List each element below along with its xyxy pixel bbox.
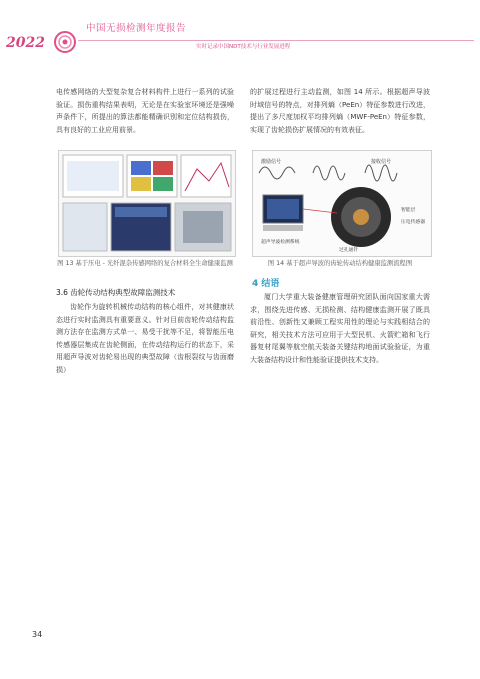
page-header (0, 0, 480, 58)
page-number: 34 (32, 630, 43, 639)
report-year: 2022 (6, 35, 45, 51)
report-title: 中国无损检测年度报告 (86, 23, 187, 34)
figure-13-image (59, 151, 235, 256)
figure-14-image (253, 151, 431, 256)
left-para-2: 齿轮作为旋转机械传动结构的核心组件，对其健康状态进行实时监测具有重要意义。针对目前齿轮传动结构监测方法存在监测方式单一、易受干扰等不足，将智能压电传感器层集成在齿轮侧面，在传动结构运行的状态下，采用超声导波对齿轮易出现的典型故障（齿根裂纹与齿面磨损） (56, 303, 234, 374)
fig14-sensor-label: 压电传感器 (401, 220, 425, 225)
section-3-6-heading: 3.6 齿轮传动结构典型故障监测技术 (56, 288, 176, 297)
section-4-heading: 4 结语 (252, 279, 280, 289)
fig14-excite-label: 激励信号 (261, 159, 282, 165)
fig14-gear-label: 智能层 (401, 208, 416, 213)
report-logo-icon (52, 30, 78, 54)
figure-14-caption: 图 14 基于超声导波的齿轮传动结构健康监测流程图 (267, 260, 413, 267)
report-subtitle: 实时记录中国NDT技术与行业发展进程 (196, 44, 291, 50)
right-para-1: 的扩展过程进行主动监测，如图 14 所示。根据超声导波时域信号的特点，对排列熵（PeEn）特征参数进行改进，提出了多尺度加权平均排列熵（MWF-PeEn）特征参数，实现了齿轮损伤扩展情况的有效表征。 (250, 88, 430, 134)
left-para-1: 电传感网络的大型复杂复合材料构件上进行一系列的试验验证。损伤重构结果表明，无论是在实验室环境还是强噪声条件下，所提出的算法都能精确识别和定位结构损伤，具有良好的工业应用前景。 (56, 88, 234, 134)
header-rule (78, 40, 474, 41)
fig14-system-label: 超声导波检测系统 (261, 240, 300, 245)
right-para-2: 厦门大学重大装备健康管理研究团队面向国家重大需求，围绕先进传感、无损检测、结构健康监测开展了既具前沿性、创新性又兼顾工程实用性的理论与实践相结合的研究，相关技术方法可应用于大型民机、火箭贮箱和飞行器复材尾翼等航空航天装备关键结构地面试验验证，为重大装备结构设计和性能验证提供技术支持。 (250, 293, 430, 364)
fig14-mark-label: 过孔通针 (339, 248, 359, 253)
figure-13-caption: 图 13 基于压电 - 光纤混杂传感网络的复合材料全生命健康监测 (57, 260, 233, 267)
figure-13 (58, 150, 236, 257)
figure-14 (252, 150, 432, 257)
fig14-receive-label: 接收信号 (371, 159, 392, 165)
